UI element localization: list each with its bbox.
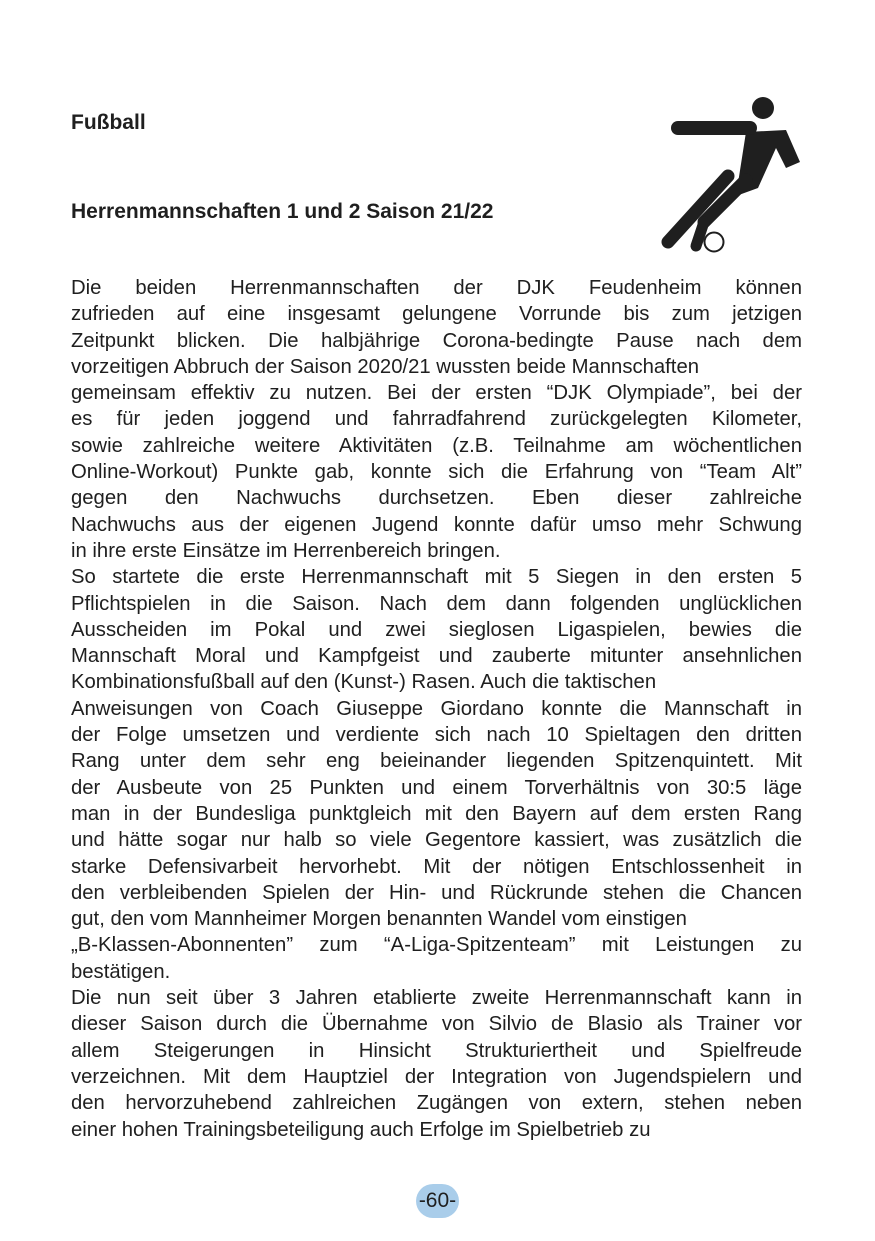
text-line: und hätte sogar nur halb so viele Gegentore kassiert, was zusätzlich die — [71, 829, 802, 852]
text-line: Die beiden Herrenmannschaften der DJK Feudenheim können — [71, 277, 802, 299]
text-line: Mannschaft Moral und Kampfgeist und zauberte mitunter ansehnlichen — [71, 645, 802, 668]
text-line: Pflichtspielen in die Saison. Nach dem dann folgenden unglücklichen — [71, 592, 802, 615]
text-line: allem Steigerungen in Hinsicht Strukturiertheit und Spielfreude — [71, 1039, 802, 1062]
text-line: Kombinationsfußball auf den (Kunst-) Rasen. Auch die taktischen — [71, 671, 657, 694]
text-line: starke Defensivarbeit hervorhebt. Mit der nötigen Entschlossenheit in — [71, 855, 802, 878]
section-title: Fußball — [71, 111, 146, 134]
article-body — [71, 275, 802, 1143]
soccer-player-icon — [658, 90, 808, 258]
text-line: verzeichnen. Mit dem Hauptziel der Integration von Jugendspielern und — [71, 1065, 802, 1088]
text-line: bestätigen. — [71, 960, 171, 983]
article-title: Herrenmannschaften 1 und 2 Saison 21/22 — [71, 200, 494, 223]
text-line: der Folge umsetzen und verdiente sich nach 10 Spieltagen den dritten — [71, 724, 802, 747]
text-line: vorzeitigen Abbruch der Saison 2020/21 wussten beide Mannschaften — [71, 355, 700, 378]
text-line: Die nun seit über 3 Jahren etablierte zweite Herrenmannschaft kann in — [71, 987, 802, 1010]
text-line: Anweisungen von Coach Giuseppe Giordano konnte die Mannschaft in — [71, 697, 802, 720]
text-line: den hervorzuhebend zahlreichen Zugängen von extern, stehen neben — [71, 1092, 802, 1115]
text-line: Rang unter dem sehr eng beieinander liegenden Spitzenquintett. Mit — [71, 750, 802, 773]
text-line: gegen den Nachwuchs durchsetzen. Eben dieser zahlreiche — [71, 487, 802, 510]
text-line: „B-Klassen-Abonnenten” zum “A-Liga-Spitzenteam” mit Leistungen zu — [71, 934, 802, 957]
text-line: man in der Bundesliga punktgleich mit den Bayern auf dem ersten Rang — [71, 802, 802, 825]
text-line: es für jeden joggend und fahrradfahrend zurückgelegten Kilometer, — [71, 408, 802, 431]
text-line: gut, den vom Mannheimer Morgen benannten Wandel vom einstigen — [71, 908, 687, 931]
text-line: Ausscheiden im Pokal und zwei sieglosen Ligaspielen, bewies die — [71, 618, 802, 641]
text-line: Zeitpunkt blicken. Die halbjährige Corona-bedingte Pause nach dem — [71, 329, 802, 352]
text-line: sowie zahlreiche weitere Aktivitäten (z.B. Teilnahme am wöchentlichen — [71, 434, 802, 457]
text-line: den verbleibenden Spielen der Hin- und Rückrunde stehen die Chancen — [71, 881, 802, 904]
text-line: dieser Saison durch die Übernahme von Silvio de Blasio als Trainer vor — [71, 1013, 802, 1036]
text-line: So startete die erste Herrenmannschaft mit 5 Siegen in den ersten 5 — [71, 566, 802, 589]
text-line: Nachwuchs aus der eigenen Jugend konnte dafür umso mehr Schwung — [71, 513, 802, 536]
text-line: der Ausbeute von 25 Punkten und einem Torverhältnis von 30:5 läge — [71, 776, 802, 799]
text-line: Online-Workout) Punkte gab, konnte sich die Erfahrung von “Team Alt” — [71, 461, 802, 484]
text-line: zufrieden auf eine insgesamt gelungene Vorrunde bis zum jetzigen — [71, 303, 802, 326]
text-line: gemeinsam effektiv zu nutzen. Bei der ersten “DJK Olympiade”, bei der — [71, 382, 802, 405]
text-line: einer hohen Trainingsbeteiligung auch Erfolge im Spielbetrieb zu — [71, 1118, 651, 1141]
page-number-badge: -60- — [416, 1184, 459, 1218]
text-line: in ihre erste Einsätze im Herrenbereich bringen. — [71, 539, 501, 562]
